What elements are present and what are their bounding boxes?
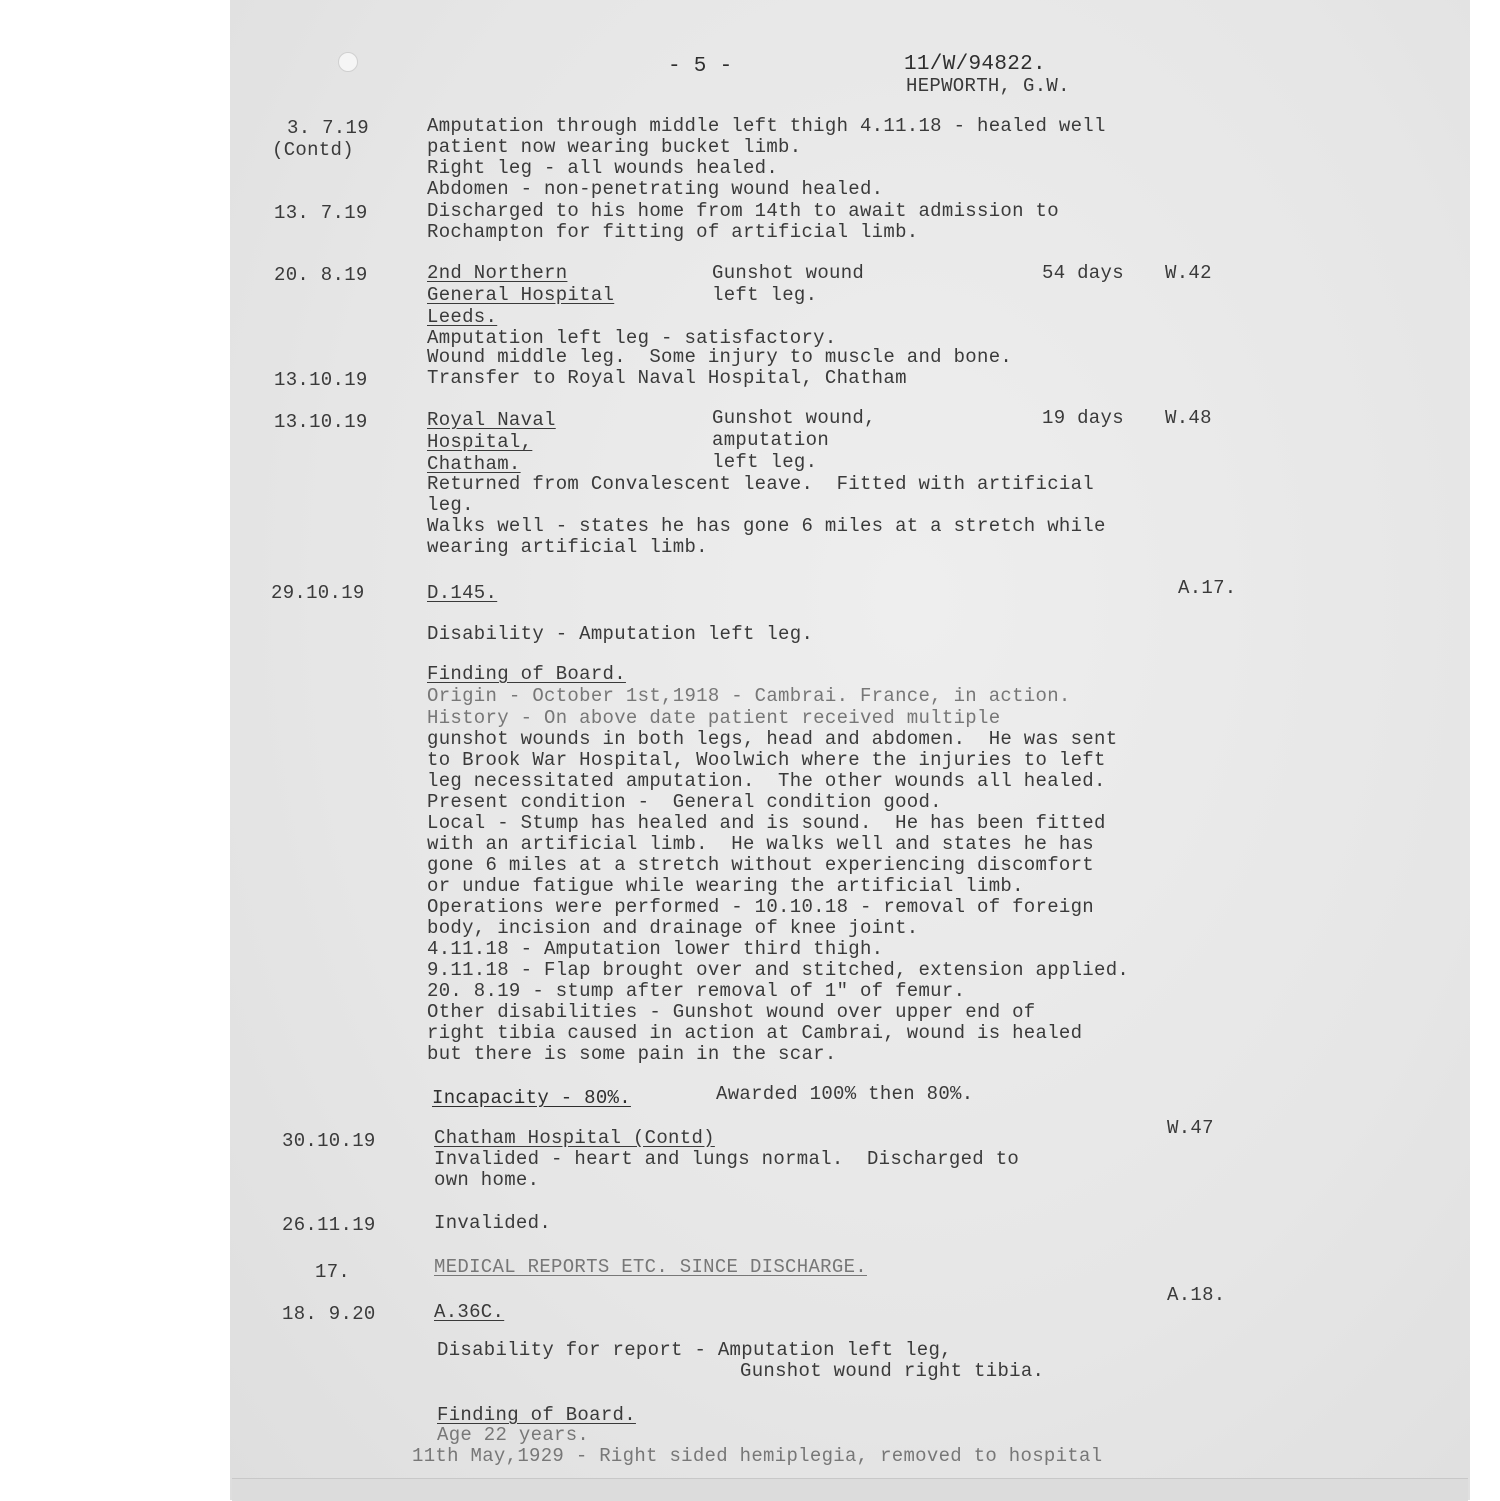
page-number: - 5 -: [668, 55, 733, 78]
entry-date: 20. 8.19: [274, 264, 368, 286]
hospital-name: 2nd Northern: [427, 262, 568, 284]
finding-line: 9.11.18 - Flap brought over and stitched, extension applied.: [427, 959, 1130, 981]
entry-date: 29.10.19: [271, 582, 365, 604]
finding-line: Local - Stump has healed and is sound. He has been fitted: [427, 812, 1106, 834]
entry-line: patient now wearing bucket limb.: [427, 136, 802, 158]
finding-line: Origin - October 1st,1918 - Cambrai. France, in action.: [427, 685, 1071, 707]
finding-heading: Finding of Board.: [437, 1404, 636, 1426]
hospital-name: Chatham.: [427, 453, 521, 475]
entry-line: Wound middle leg. Some injury to muscle and bone.: [427, 346, 1013, 368]
entry-line: Invalided.: [434, 1212, 552, 1234]
finding-line: but there is some pain in the scar.: [427, 1043, 837, 1065]
award: Awarded 100% then 80%.: [716, 1083, 974, 1105]
entry-date: 13. 7.19: [274, 202, 368, 224]
hospital-name: Hospital,: [427, 431, 533, 453]
finding-line: or undue fatigue while wearing the artificial limb.: [427, 875, 1024, 897]
entry-line: Returned from Convalescent leave. Fitted with artificial: [427, 473, 1095, 495]
hospital-name: Royal Naval: [427, 409, 556, 431]
ward-ref: W.48: [1165, 407, 1212, 429]
entry-date: 18. 9.20: [282, 1303, 376, 1325]
patient-name: HEPWORTH, G.W.: [906, 75, 1070, 97]
form-ref: A.36C.: [434, 1301, 505, 1323]
document-ref: A.18.: [1167, 1284, 1226, 1306]
diagnosis: Gunshot wound,: [712, 407, 876, 429]
entry-date: 13.10.19: [274, 369, 368, 391]
age-line: Age 22 years.: [437, 1424, 590, 1446]
document-ref: A.17.: [1178, 577, 1237, 599]
finding-line: to Brook War Hospital, Woolwich where the injuries to left: [427, 749, 1106, 771]
finding-line: leg necessitated amputation. The other wounds all healed.: [427, 770, 1106, 792]
disability-line: Disability - Amputation left leg.: [427, 623, 814, 645]
finding-line: 4.11.18 - Amputation lower third thigh.: [427, 938, 884, 960]
days-count: 54 days: [1042, 262, 1124, 284]
entry-line: leg.: [427, 494, 474, 516]
entry-date: 3. 7.19: [287, 117, 369, 139]
entry-line: Amputation left leg - satisfactory.: [427, 327, 837, 349]
disability-line: Disability for report - Amputation left leg,: [437, 1339, 952, 1361]
finding-line: 20. 8.19 - stump after removal of 1" of femur.: [427, 980, 966, 1002]
finding-line: Present condition - General condition good.: [427, 791, 942, 813]
entry-line: Discharged to his home from 14th to await admission to: [427, 200, 1059, 222]
finding-heading: Finding of Board.: [427, 663, 626, 685]
entry-line: Right leg - all wounds healed.: [427, 157, 779, 179]
entry-line: Walks well - states he has gone 6 miles at a stretch while: [427, 515, 1106, 537]
entry-date: 30.10.19: [282, 1130, 376, 1152]
disability-line: Gunshot wound right tibia.: [740, 1360, 1045, 1382]
hospital-name: General Hospital: [427, 284, 615, 306]
hospital-name: Leeds.: [427, 306, 498, 328]
entry-date: 26.11.19: [282, 1214, 376, 1236]
section-number: 17.: [315, 1261, 351, 1283]
diagnosis: left leg.: [712, 284, 818, 306]
hospital-heading: Chatham Hospital (Contd): [434, 1127, 715, 1149]
entry-line: Invalided - heart and lungs normal. Discharged to: [434, 1148, 1020, 1170]
punch-hole: [338, 52, 358, 72]
finding-line: History - On above date patient received multiple: [427, 707, 1001, 729]
entry-date: 13.10.19: [274, 411, 368, 433]
diagnosis: Gunshot wound: [712, 262, 865, 284]
days-count: 19 days: [1042, 407, 1124, 429]
ward-ref: W.42: [1165, 262, 1212, 284]
file-reference: 11/W/94822.: [904, 53, 1046, 76]
cut-off-line: 11th May,1929 - Right sided hemiplegia, removed to hospital: [412, 1445, 1103, 1467]
diagnosis: amputation: [712, 429, 830, 451]
diagnosis: left leg.: [712, 451, 818, 473]
ward-ref: W.47: [1167, 1117, 1214, 1139]
entry-line: Abdomen - non-penetrating wound healed.: [427, 178, 884, 200]
finding-line: right tibia caused in action at Cambrai, wound is healed: [427, 1022, 1083, 1044]
entry-line: wearing artificial limb.: [427, 536, 708, 558]
finding-line: Other disabilities - Gunshot wound over upper end of: [427, 1001, 1036, 1023]
finding-line: gone 6 miles at a stretch without experiencing discomfort: [427, 854, 1095, 876]
incapacity: Incapacity - 80%.: [432, 1087, 631, 1109]
entry-line: Amputation through middle left thigh 4.11.18 - healed well: [427, 115, 1106, 137]
underlying-page-edge: [232, 1478, 1468, 1501]
finding-line: body, incision and drainage of knee joint.: [427, 917, 919, 939]
entry-date-note: (Contd): [272, 139, 354, 161]
entry-line: Transfer to Royal Naval Hospital, Chatham: [427, 367, 907, 389]
finding-line: with an artificial limb. He walks well and states he has: [427, 833, 1095, 855]
entry-line: own home.: [434, 1169, 540, 1191]
form-ref: D.145.: [427, 582, 498, 604]
section-title: MEDICAL REPORTS ETC. SINCE DISCHARGE.: [434, 1256, 867, 1278]
finding-line: gunshot wounds in both legs, head and abdomen. He was sent: [427, 728, 1118, 750]
entry-line: Rochampton for fitting of artificial limb.: [427, 221, 919, 243]
finding-line: Operations were performed - 10.10.18 - removal of foreign: [427, 896, 1095, 918]
